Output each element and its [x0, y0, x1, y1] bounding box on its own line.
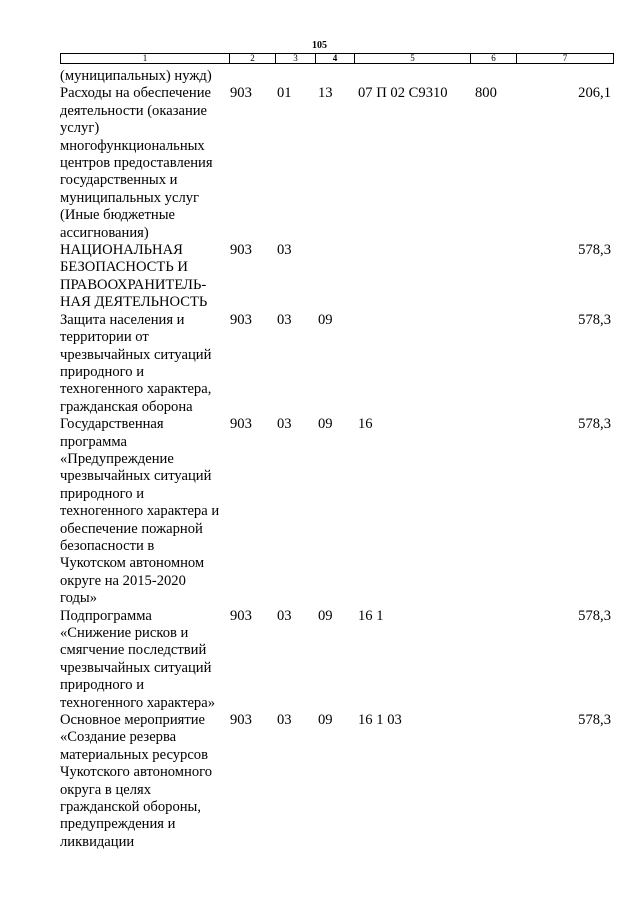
subsection-code: 09	[318, 712, 333, 729]
target-article-code: 16 1	[358, 607, 384, 624]
subsection-code: 09	[318, 416, 333, 433]
amount: 578,3	[578, 607, 611, 624]
row-name-line: материальных ресурсов	[60, 746, 208, 763]
row-name-line: муниципальных услуг	[60, 189, 200, 206]
row-name-line: деятельности (оказание	[60, 102, 208, 119]
expense-type-code	[474, 416, 521, 607]
subsection-code	[317, 242, 357, 312]
row-name-line: природного и	[60, 485, 144, 502]
row-name-line: безопасности в	[60, 537, 155, 554]
table-row	[60, 712, 613, 851]
row-name-line: НАЯ ДЕЯТЕЛЬНОСТЬ	[60, 294, 208, 311]
budget-table-body	[60, 68, 613, 851]
header-col-7: 7	[517, 54, 614, 64]
row-name	[60, 242, 229, 312]
row-name-line: Чукотского автономного	[60, 764, 213, 781]
amount	[521, 68, 613, 85]
row-name-line: гражданская оборона	[60, 398, 193, 415]
row-name	[60, 68, 229, 85]
row-name-line: техногенного характера»	[60, 694, 216, 711]
amount: 578,3	[578, 416, 611, 433]
row-name-line: НАЦИОНАЛЬНАЯ	[60, 242, 183, 259]
column-number-header	[60, 53, 614, 64]
target-article-code: 07 П 02 С9310	[358, 85, 448, 102]
section-code: 03	[277, 607, 292, 624]
table-row	[60, 416, 613, 607]
target-article-code: 16 1 03	[358, 712, 402, 729]
row-name-line: чрезвычайных ситуаций	[60, 468, 212, 485]
header-col-2: 2	[230, 54, 276, 64]
ministry-code: 903	[230, 242, 252, 259]
ministry-code	[229, 68, 276, 85]
header-col-6: 6	[471, 54, 517, 64]
row-name-line: смягчение последствий	[60, 642, 207, 659]
row-name-line: ассигнования)	[60, 224, 149, 241]
ministry-code: 903	[230, 607, 252, 624]
row-name-line: обеспечение пожарной	[60, 520, 203, 537]
row-name	[60, 712, 229, 851]
amount: 578,3	[578, 311, 611, 328]
section-code: 03	[277, 416, 292, 433]
row-name-line: государственных и	[60, 172, 178, 189]
row-name-line: многофункциональных	[60, 137, 205, 154]
table-row	[60, 68, 613, 85]
target-article-code	[357, 68, 474, 85]
amount: 206,1	[578, 85, 611, 102]
row-name-line: центров предоставления	[60, 155, 213, 172]
target-article-code	[357, 312, 474, 416]
ministry-code: 903	[230, 712, 252, 729]
row-name	[60, 312, 229, 416]
row-name-line: чрезвычайных ситуаций	[60, 659, 212, 676]
amount: 578,3	[578, 712, 611, 729]
row-name	[60, 416, 229, 607]
row-name	[60, 608, 229, 712]
ministry-code: 903	[230, 311, 252, 328]
row-name	[60, 85, 229, 242]
row-name-line: чрезвычайных ситуаций	[60, 346, 212, 363]
row-name-line: округе на 2015-2020	[60, 572, 186, 589]
expense-type-code	[474, 242, 521, 312]
row-name-line: ликвидации	[60, 833, 135, 850]
header-col-1: 1	[61, 54, 230, 64]
section-code: 03	[277, 712, 292, 729]
subsection-code: 09	[318, 607, 333, 624]
ministry-code: 903	[230, 416, 252, 433]
amount: 578,3	[578, 242, 611, 259]
ministry-code: 903	[230, 85, 252, 102]
row-name-line: техногенного характера,	[60, 381, 212, 398]
row-name-line: (Иные бюджетные	[60, 207, 175, 224]
header-col-4: 4	[316, 54, 355, 64]
section-code	[276, 68, 317, 85]
subsection-code	[317, 68, 357, 85]
target-article-code	[357, 242, 474, 312]
row-name-line: «Снижение рисков и	[60, 625, 189, 641]
expense-type-code	[474, 312, 521, 416]
row-name-line: Подпрограмма	[60, 607, 152, 624]
table-row	[60, 85, 613, 242]
row-name-line: «Предупреждение	[60, 450, 174, 467]
table-row	[60, 608, 613, 712]
row-name-line: (муниципальных) нужд)	[60, 68, 212, 84]
row-name-line: программа	[60, 433, 128, 450]
table-row	[60, 312, 613, 416]
section-code: 03	[277, 311, 292, 328]
row-name-line: Защита населения и	[60, 311, 185, 328]
row-name-line: территории от	[60, 329, 149, 346]
row-name-line: округа в целях	[60, 781, 152, 798]
table-row	[60, 242, 613, 312]
row-name-line: услуг)	[60, 120, 100, 137]
row-name-line: «Создание резерва	[60, 729, 177, 746]
row-name-line: БЕЗОПАСНОСТЬ И	[60, 259, 188, 276]
section-code: 01	[277, 85, 292, 102]
row-name-line: годы»	[60, 590, 98, 607]
expense-type-code: 800	[475, 85, 497, 102]
row-name-line: предупреждения и	[60, 816, 176, 833]
row-name-line: гражданской обороны,	[60, 799, 202, 816]
expense-type-code	[474, 608, 521, 712]
row-name-line: Расходы на обеспечение	[60, 85, 211, 102]
row-name-line: Основное мероприятие	[60, 712, 206, 729]
row-name-line: природного и	[60, 677, 144, 694]
target-article-code: 16	[358, 416, 373, 433]
section-code: 03	[277, 242, 292, 259]
subsection-code: 13	[318, 85, 333, 102]
row-name-line: природного и	[60, 363, 144, 380]
row-name-line: Чукотском автономном	[60, 555, 205, 572]
row-name-line: Государственная	[60, 416, 164, 433]
row-name-line: техногенного характера и	[60, 503, 220, 520]
header-col-3: 3	[276, 54, 316, 64]
subsection-code: 09	[318, 311, 333, 328]
expense-type-code	[474, 712, 521, 851]
row-name-line: ПРАВООХРАНИТЕЛЬ-	[60, 276, 207, 293]
expense-type-code	[474, 68, 521, 85]
header-col-5: 5	[355, 54, 471, 64]
page-number: 105	[312, 40, 327, 51]
